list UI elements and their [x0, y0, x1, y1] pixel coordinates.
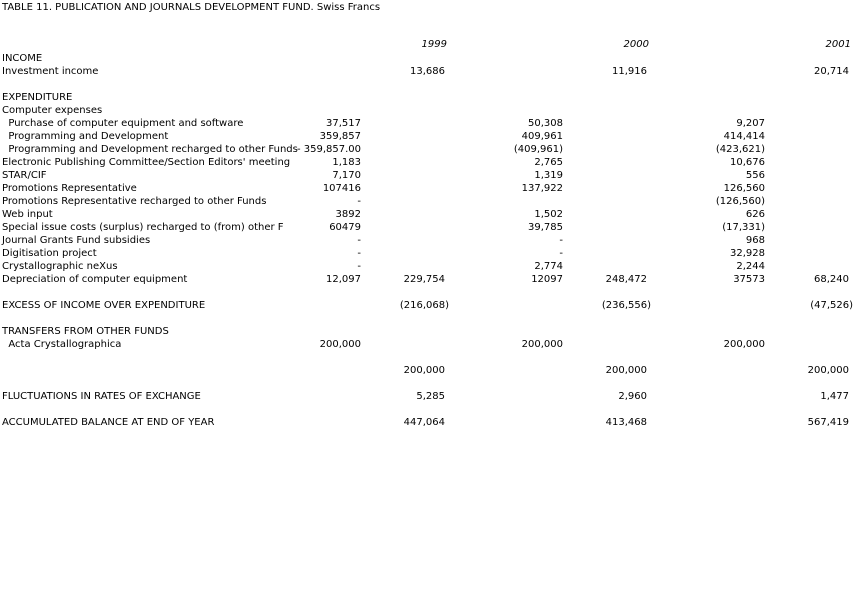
detail-value: 359,857: [319, 131, 361, 142]
detail-value: 1,319: [534, 170, 563, 181]
detail-value: 414,414: [723, 131, 765, 142]
transfer-total: 200,000: [403, 365, 445, 376]
detail-value: -: [357, 248, 361, 259]
row-label-fluctuations: FLUCTUATIONS IN RATES OF EXCHANGE: [2, 391, 201, 402]
row-label: Programming and Development: [2, 131, 169, 142]
expenditure-total: 68,240: [814, 274, 849, 285]
row-label: Purchase of computer equipment and software: [2, 118, 244, 129]
detail-value: 2,765: [534, 157, 563, 168]
detail-value: 37573: [733, 274, 765, 285]
row-label: Special issue costs (surplus) recharged to (from) other F: [2, 222, 284, 233]
detail-value: 1,183: [332, 157, 361, 168]
row-label-accumulated: ACCUMULATED BALANCE AT END OF YEAR: [2, 417, 215, 428]
detail-value: (409,961): [513, 144, 563, 155]
detail-value: 1,502: [534, 209, 563, 220]
row-label: Crystallographic neXus: [2, 261, 118, 272]
detail-value: 137,922: [521, 183, 563, 194]
row-label: Web input: [2, 209, 53, 220]
transfer-total: 200,000: [605, 365, 647, 376]
year-header: 1999: [421, 39, 447, 50]
income-value: 13,686: [410, 66, 445, 77]
section-heading-expenditure: EXPENDITURE: [2, 92, 73, 103]
row-label: Depreciation of computer equipment: [2, 274, 188, 285]
detail-value: 3892: [335, 209, 361, 220]
detail-value: 39,785: [528, 222, 563, 233]
detail-value: -: [559, 235, 563, 246]
row-label: STAR/CIF: [2, 170, 47, 181]
row-label: Journal Grants Fund subsidies: [2, 235, 151, 246]
detail-value: 10,676: [730, 157, 765, 168]
accumulated-value: 447,064: [403, 417, 445, 428]
detail-value: 2,774: [534, 261, 563, 272]
income-value: 11,916: [612, 66, 647, 77]
income-value: 20,714: [814, 66, 849, 77]
transfer-total: 200,000: [807, 365, 849, 376]
detail-value: 7,170: [332, 170, 361, 181]
detail-value: 556: [745, 170, 765, 181]
detail-value: -: [559, 248, 563, 259]
transfer-detail-value: 200,000: [319, 339, 361, 350]
subheading-computer-expenses: Computer expenses: [2, 105, 103, 116]
table-title: TABLE 11. PUBLICATION AND JOURNALS DEVELOPMENT FUND. Swiss Francs: [2, 2, 381, 13]
section-heading-income: INCOME: [2, 53, 43, 64]
expenditure-total: 229,754: [403, 274, 445, 285]
detail-value: 12097: [531, 274, 563, 285]
row-label: Acta Crystallographica: [2, 339, 122, 350]
detail-value: -: [357, 196, 361, 207]
detail-value: 37,517: [326, 118, 361, 129]
detail-value: 126,560: [723, 183, 765, 194]
row-label: Investment income: [2, 66, 99, 77]
excess-value: (216,068): [399, 300, 449, 311]
accumulated-value: 413,468: [605, 417, 647, 428]
detail-value: (423,621): [715, 144, 765, 155]
detail-value: 50,308: [528, 118, 563, 129]
detail-value: - 359,857.00: [296, 144, 361, 155]
row-label: Promotions Representative: [2, 183, 137, 194]
accumulated-value: 567,419: [807, 417, 849, 428]
detail-value: 9,207: [736, 118, 765, 129]
transfer-detail-value: 200,000: [723, 339, 765, 350]
transfer-detail-value: 200,000: [521, 339, 563, 350]
detail-value: 12,097: [326, 274, 361, 285]
detail-value: 626: [745, 209, 765, 220]
detail-value: 107416: [322, 183, 361, 194]
detail-value: 32,928: [730, 248, 765, 259]
year-header: 2000: [623, 39, 649, 50]
fluctuation-value: 2,960: [618, 391, 647, 402]
row-label: Electronic Publishing Committee/Section Editors' meeting: [2, 157, 291, 168]
row-label: Digitisation project: [2, 248, 97, 259]
expenditure-total: 248,472: [605, 274, 647, 285]
detail-value: 60479: [329, 222, 361, 233]
detail-value: -: [357, 261, 361, 272]
detail-value: (17,331): [722, 222, 765, 233]
excess-value: (236,556): [601, 300, 651, 311]
detail-value: (126,560): [715, 196, 765, 207]
detail-value: 2,244: [736, 261, 765, 272]
detail-value: 409,961: [521, 131, 563, 142]
row-label: Promotions Representative recharged to other Funds: [2, 196, 267, 207]
detail-value: 968: [745, 235, 765, 246]
section-heading-transfers: TRANSFERS FROM OTHER FUNDS: [2, 326, 169, 337]
excess-value: (47,526): [810, 300, 853, 311]
year-header: 2001: [825, 39, 851, 50]
fluctuation-value: 1,477: [820, 391, 849, 402]
detail-value: -: [357, 235, 361, 246]
row-label: Programming and Development recharged to other Funds: [2, 144, 298, 155]
row-label-excess: EXCESS OF INCOME OVER EXPENDITURE: [2, 300, 206, 311]
fluctuation-value: 5,285: [416, 391, 445, 402]
